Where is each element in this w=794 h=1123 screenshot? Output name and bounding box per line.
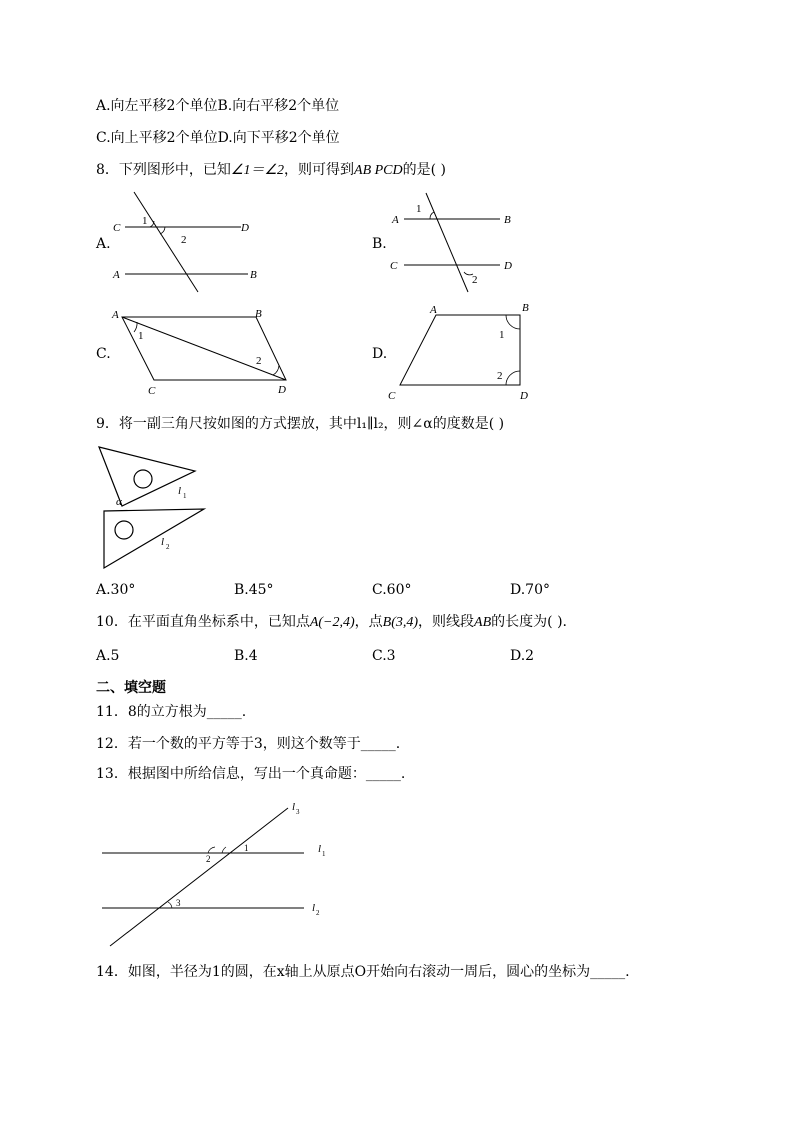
q8-stem-b: ，则可得到	[284, 162, 355, 178]
q13-angle-3: 3	[176, 898, 181, 908]
q8-option-d-label: D.	[372, 346, 388, 362]
q7-options-line2: C.向上平移2个单位D.向下平移2个单位	[96, 130, 340, 146]
q10-option-d: D.2	[510, 648, 535, 664]
q9-figure	[96, 444, 226, 574]
q8-figc-angle-1: 1	[138, 330, 144, 342]
q8-option-a-label: A.	[96, 236, 111, 252]
q14-text: 14．如图，半径为1的圆，在x轴上从原点O开始向右滚动一周后，圆心的坐标为_____.	[96, 964, 630, 980]
q8-figc-label-a: A	[112, 309, 119, 321]
q9-option-b: B.45°	[234, 582, 274, 598]
q10-option-a: A.5	[96, 648, 120, 664]
q8-figa-angle-2: 2	[181, 234, 187, 246]
q13-l3-label: l	[292, 801, 296, 813]
q8-figb-angle-1: 1	[416, 203, 422, 215]
q10-point-b: B(3,4)	[382, 615, 419, 630]
q8-figb-label-b: B	[504, 214, 511, 226]
q8-figb-angle-2: 2	[472, 274, 478, 286]
q12-text: 12．若一个数的平方等于3，则这个数等于_____.	[96, 736, 401, 752]
q13-text: 13．根据图中所给信息，写出一个真命题：_____.	[96, 766, 406, 782]
q9-l2-subscript: 2	[166, 543, 170, 551]
q10-segment: AB	[474, 615, 492, 630]
q8-figd-label-a: A	[430, 304, 437, 316]
q8-stem-c: 的是( )	[402, 162, 447, 178]
q9-stem: 9．将一副三角尺按如图的方式摆放，其中l₁∥l₂，则∠α的度数是( )	[96, 416, 505, 432]
q10-option-c: C.3	[372, 648, 396, 664]
q10-stem-c: ，则线段	[418, 614, 475, 630]
q8-figa-label-d: D	[241, 222, 249, 234]
q9-l2-label: l	[161, 536, 165, 548]
q8-figa-label-c: C	[113, 222, 121, 234]
q13-l3-subscript: 3	[296, 808, 300, 816]
q8-option-b-label: B.	[372, 236, 387, 252]
q9-l1-label: l	[178, 485, 182, 497]
q8-figc-angle-2: 2	[256, 355, 262, 367]
q8-parallel-relation: AB PCD	[354, 163, 403, 178]
q8-figb-label-c: C	[390, 260, 398, 272]
q8-angle-condition: ∠1＝∠2	[230, 163, 285, 178]
q9-option-c: C.60°	[372, 582, 412, 598]
q9-alpha-label: α	[116, 496, 122, 508]
q8-stem-a: 8．下列图形中，已知	[96, 162, 231, 178]
q13-l1-label: l	[318, 843, 322, 855]
q7-options-line1: A.向左平移2个单位B.向右平移2个单位	[96, 98, 340, 114]
q10-stem	[96, 612, 567, 633]
q13-angle-2: 2	[206, 854, 211, 864]
q13-l2-subscript: 2	[316, 909, 320, 917]
section-fill-in-title: 二、填空题	[96, 680, 166, 696]
q9-l1-subscript: 1	[183, 492, 187, 500]
q9-option-d: D.70°	[510, 582, 550, 598]
q8-figd-label-d: D	[520, 390, 528, 402]
q8-figb-label-a: A	[392, 214, 399, 226]
q8-option-c-label: C.	[96, 346, 111, 362]
q10-point-a: A(−2,4)	[309, 615, 355, 630]
q8-figure-b	[386, 190, 546, 300]
q8-figure-d	[386, 298, 556, 408]
q8-figd-label-b: B	[522, 302, 529, 314]
q8-figd-angle-2: 2	[497, 370, 503, 382]
q8-figd-angle-1: 1	[499, 329, 505, 341]
q8-figd-label-c: C	[388, 390, 396, 402]
q8-stem	[96, 160, 446, 181]
q10-stem-b: ，点	[354, 614, 383, 630]
q10-option-b: B.4	[234, 648, 258, 664]
q11-text: 11．8的立方根为_____.	[96, 704, 247, 720]
q8-figc-label-c: C	[148, 385, 156, 397]
q13-figure	[96, 796, 346, 956]
q8-figa-angle-1: 1	[142, 215, 148, 227]
q8-figa-label-a: A	[113, 269, 120, 281]
q8-figure-a	[108, 188, 288, 298]
q13-angle-1: 1	[244, 843, 249, 853]
q8-figc-label-b: B	[255, 308, 262, 320]
q8-figa-label-b: B	[250, 269, 257, 281]
q8-figb-label-d: D	[504, 260, 512, 272]
q8-figure-c	[108, 304, 308, 404]
q9-option-a: A.30°	[96, 582, 136, 598]
q13-l2-label: l	[312, 902, 316, 914]
q10-stem-d: 的长度为( ).	[491, 614, 567, 630]
q10-stem-a: 10．在平面直角坐标系中，已知点	[96, 614, 310, 630]
q8-figc-label-d: D	[278, 384, 286, 396]
q13-l1-subscript: 1	[322, 850, 326, 858]
